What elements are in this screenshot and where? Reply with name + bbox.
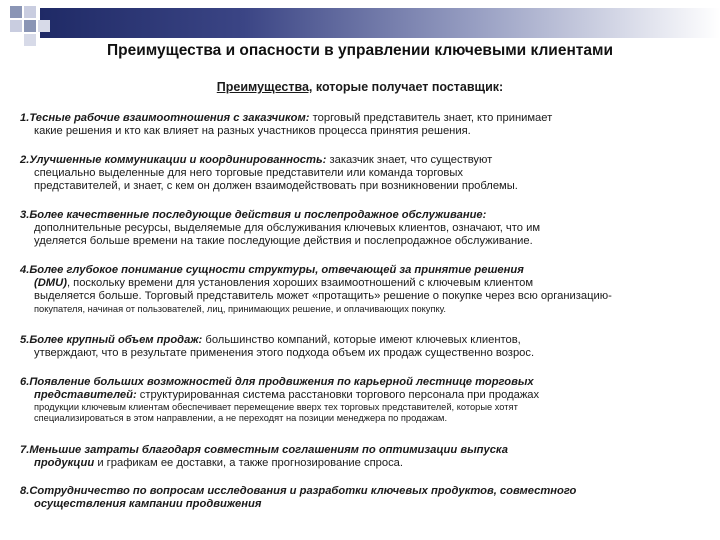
list-item [20, 264, 714, 315]
list-item [20, 334, 714, 360]
item-line: представителей, и знает, с кем он должен взаимодействовать при возникновении проблемы. [34, 180, 518, 193]
list-item [20, 444, 714, 470]
item-line: выделяется больше. Торговый представитель может «протащить» решение о покупке через всю организацию- [34, 290, 612, 303]
decor-square [10, 6, 22, 18]
decor-square [38, 20, 50, 32]
decor-square [10, 20, 22, 32]
item-heading: 2.Улучшенные коммуникации и координированность: [20, 154, 327, 166]
item-heading: 6.Появление больших возможностей для продвижения по карьерной лестнице торговых [20, 376, 534, 388]
item-line: какие решения и кто как влияет на разных участников процесса принятия решения. [34, 125, 471, 138]
item-line: утверждают, что в результате применения этого подхода объем их продаж существенно возрос. [34, 347, 535, 360]
item-heading: 4.Более глубокое понимание сущности структуры, отвечающей за принятие решения [20, 264, 524, 276]
page-subtitle [0, 80, 720, 94]
item-text: заказчик знает, что существуют [326, 154, 493, 166]
item-text: торговый представитель знает, кто принимает [309, 112, 553, 124]
list-item [20, 376, 714, 424]
list-item [20, 154, 714, 194]
item-line: специально выделенные для него торговые представители или команда торговых [34, 167, 463, 180]
item-text: структурированная система расстановки торгового персонала при продажах [136, 389, 540, 402]
item-line: дополнительные ресурсы, выделяемые для обслуживания ключевых клиентов, означают, что им [34, 222, 541, 235]
subtitle-rest: которые получает поставщик: [312, 80, 504, 94]
item-heading: 7.Меньшие затраты благодаря совместным соглашениям по оптимизации выпуска [20, 444, 508, 456]
item-heading: 3.Более качественные последующие действия и послепродажное обслуживание: [20, 209, 487, 221]
item-text: и графикам ее доставки, а также прогнозирование спроса. [94, 457, 404, 470]
decor-square [24, 20, 36, 32]
list-item [20, 485, 714, 511]
item-text: большинство компаний, которые имеют ключевых клиентов, [202, 334, 521, 346]
item-line-small: продукции ключевым клиентам обеспечивает перемещение вверх тех торговых представителей, которые хотят [34, 402, 518, 413]
item-heading: 1.Тесные рабочие взаимоотношения с заказчиком: [20, 112, 310, 124]
item-heading-cont: продукции [34, 457, 95, 470]
item-heading: 5.Более крупный объем продаж: [20, 334, 203, 346]
item-heading-cont: осуществления кампании продвижения [34, 498, 262, 511]
item-text: , поскольку времени для установления хороших взаимоотношений с ключевым клиентом [66, 277, 534, 290]
item-heading: 8.Сотрудничество по вопросам исследования и разработки ключевых продуктов, совместного [20, 485, 577, 497]
item-line-small: специализироваться в этом направлении, а не переходят на позиции менеджера по продажам. [34, 413, 448, 424]
item-heading-cont: (DMU) [34, 277, 67, 290]
item-line: уделяется больше времени на такие последующие действия и послепродажное обслуживание. [34, 235, 533, 248]
item-line-small: покупателя, начиная от пользователей, лиц, принимающих решение, и оплачивающих покупку. [34, 303, 446, 314]
decor-square [24, 6, 36, 18]
header-gradient-band [40, 8, 720, 38]
list-item [20, 112, 714, 138]
page-title: Преимущества и опасности в управлении ключевыми клиентами [106, 42, 614, 59]
list-item [20, 209, 714, 249]
subtitle-underlined: Преимущества, [216, 80, 313, 94]
item-heading-cont: представителей: [34, 389, 137, 402]
